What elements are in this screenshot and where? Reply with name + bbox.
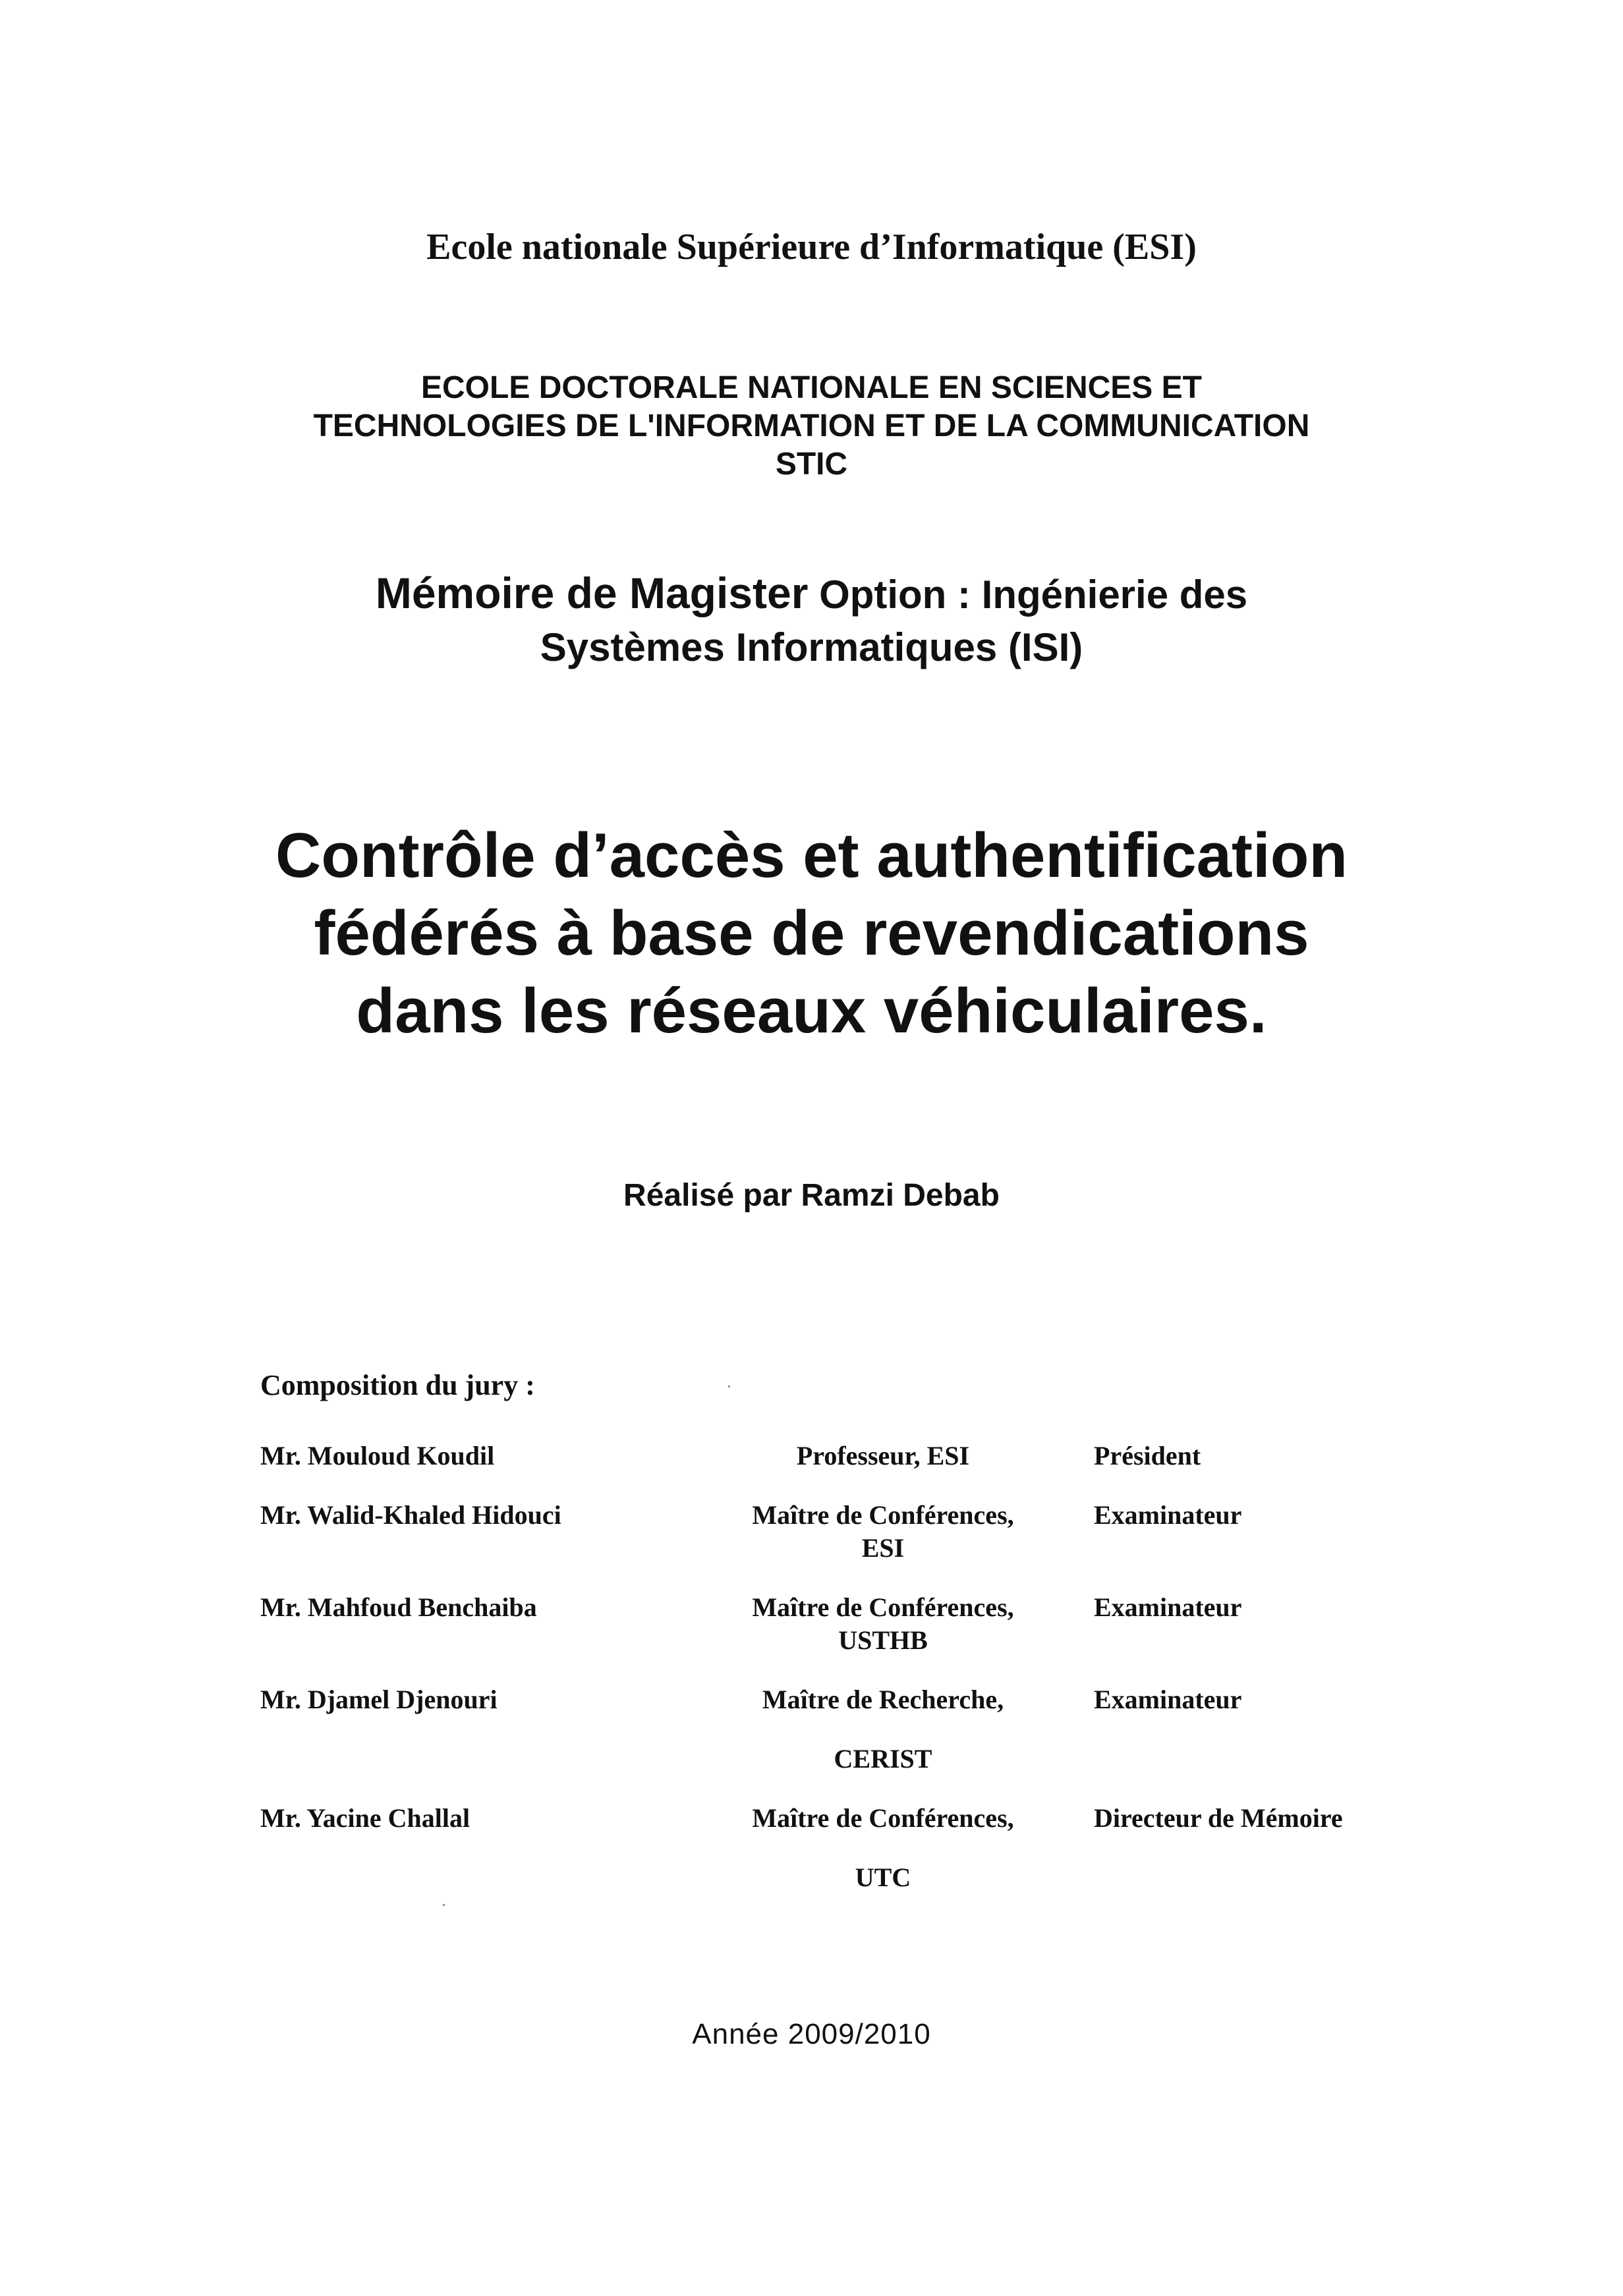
jury-member-title-line-2: UTC <box>855 1862 911 1892</box>
jury-member-role: Directeur de Mémoire <box>1094 1803 1343 1833</box>
doctoral-school-line-1: ECOLE DOCTORALE NATIONALE EN SCIENCES ET <box>421 370 1202 405</box>
doctoral-school-line-2: TECHNOLOGIES DE L'INFORMATION ET DE LA COMMUNICATION <box>313 408 1310 443</box>
jury-member-title <box>698 1683 1068 1776</box>
thesis-title <box>0 817 1623 1050</box>
thesis-title-line-1: Contrôle d’accès et authentification <box>275 820 1348 891</box>
jury-member-role: Président <box>1094 1441 1201 1470</box>
jury-member-title-line-1: Maître de Conférences, <box>752 1592 1014 1622</box>
thesis-title-line-3: dans les réseaux véhiculaires. <box>356 976 1267 1046</box>
thesis-title-line-2: fédérés à base de revendications <box>314 898 1309 968</box>
school-name: Ecole nationale Supérieure d’Informatique (ESI) <box>426 227 1197 267</box>
jury-member-title-line-1: Maître de Conférences, <box>752 1803 1014 1833</box>
option-line-2: Systèmes Informatiques (ISI) <box>540 625 1083 669</box>
jury-member-title <box>698 1591 1068 1657</box>
scan-speck <box>728 1386 730 1387</box>
jury-member-role: Examinateur <box>1094 1500 1242 1530</box>
jury-member-name: Mr. Djamel Djenouri <box>260 1685 498 1714</box>
jury-member-role: Examinateur <box>1094 1592 1242 1622</box>
option-line-1: Option : Ingénierie des <box>819 573 1248 617</box>
jury-member-title-line-1: Maître de Recherche, <box>762 1685 1004 1714</box>
scan-speck <box>443 1904 445 1906</box>
doctoral-school <box>0 369 1623 484</box>
jury-heading: Composition du jury : <box>260 1369 535 1401</box>
memoire-line-1 <box>0 567 1623 621</box>
jury-member-title <box>698 1499 1068 1565</box>
jury-member-name: Mr. Walid-Khaled Hidouci <box>260 1500 561 1530</box>
jury-member-title-line-1: Maître de Conférences, <box>752 1500 1014 1530</box>
memoire-option <box>0 567 1623 674</box>
jury-member-name: Mr. Mouloud Koudil <box>260 1441 495 1470</box>
doctoral-school-line-3: STIC <box>775 447 848 482</box>
jury-member-title-line-2: USTHB <box>838 1625 928 1655</box>
jury-member-role: Examinateur <box>1094 1685 1242 1714</box>
jury-member-name: Mr. Mahfoud Benchaiba <box>260 1592 537 1622</box>
memoire-label: Mémoire de Magister <box>375 569 809 617</box>
jury-member-title <box>698 1440 1068 1472</box>
jury-member-title-line-1: Professeur, ESI <box>796 1441 970 1470</box>
author-line: Réalisé par Ramzi Debab <box>623 1178 1000 1213</box>
jury-member-title-line-2: CERIST <box>834 1744 932 1774</box>
jury-member-title <box>698 1802 1068 1894</box>
academic-year: Année 2009/2010 <box>692 2018 931 2050</box>
jury-member-title-line-2: ESI <box>861 1533 905 1563</box>
jury-member-name: Mr. Yacine Challal <box>260 1803 470 1833</box>
